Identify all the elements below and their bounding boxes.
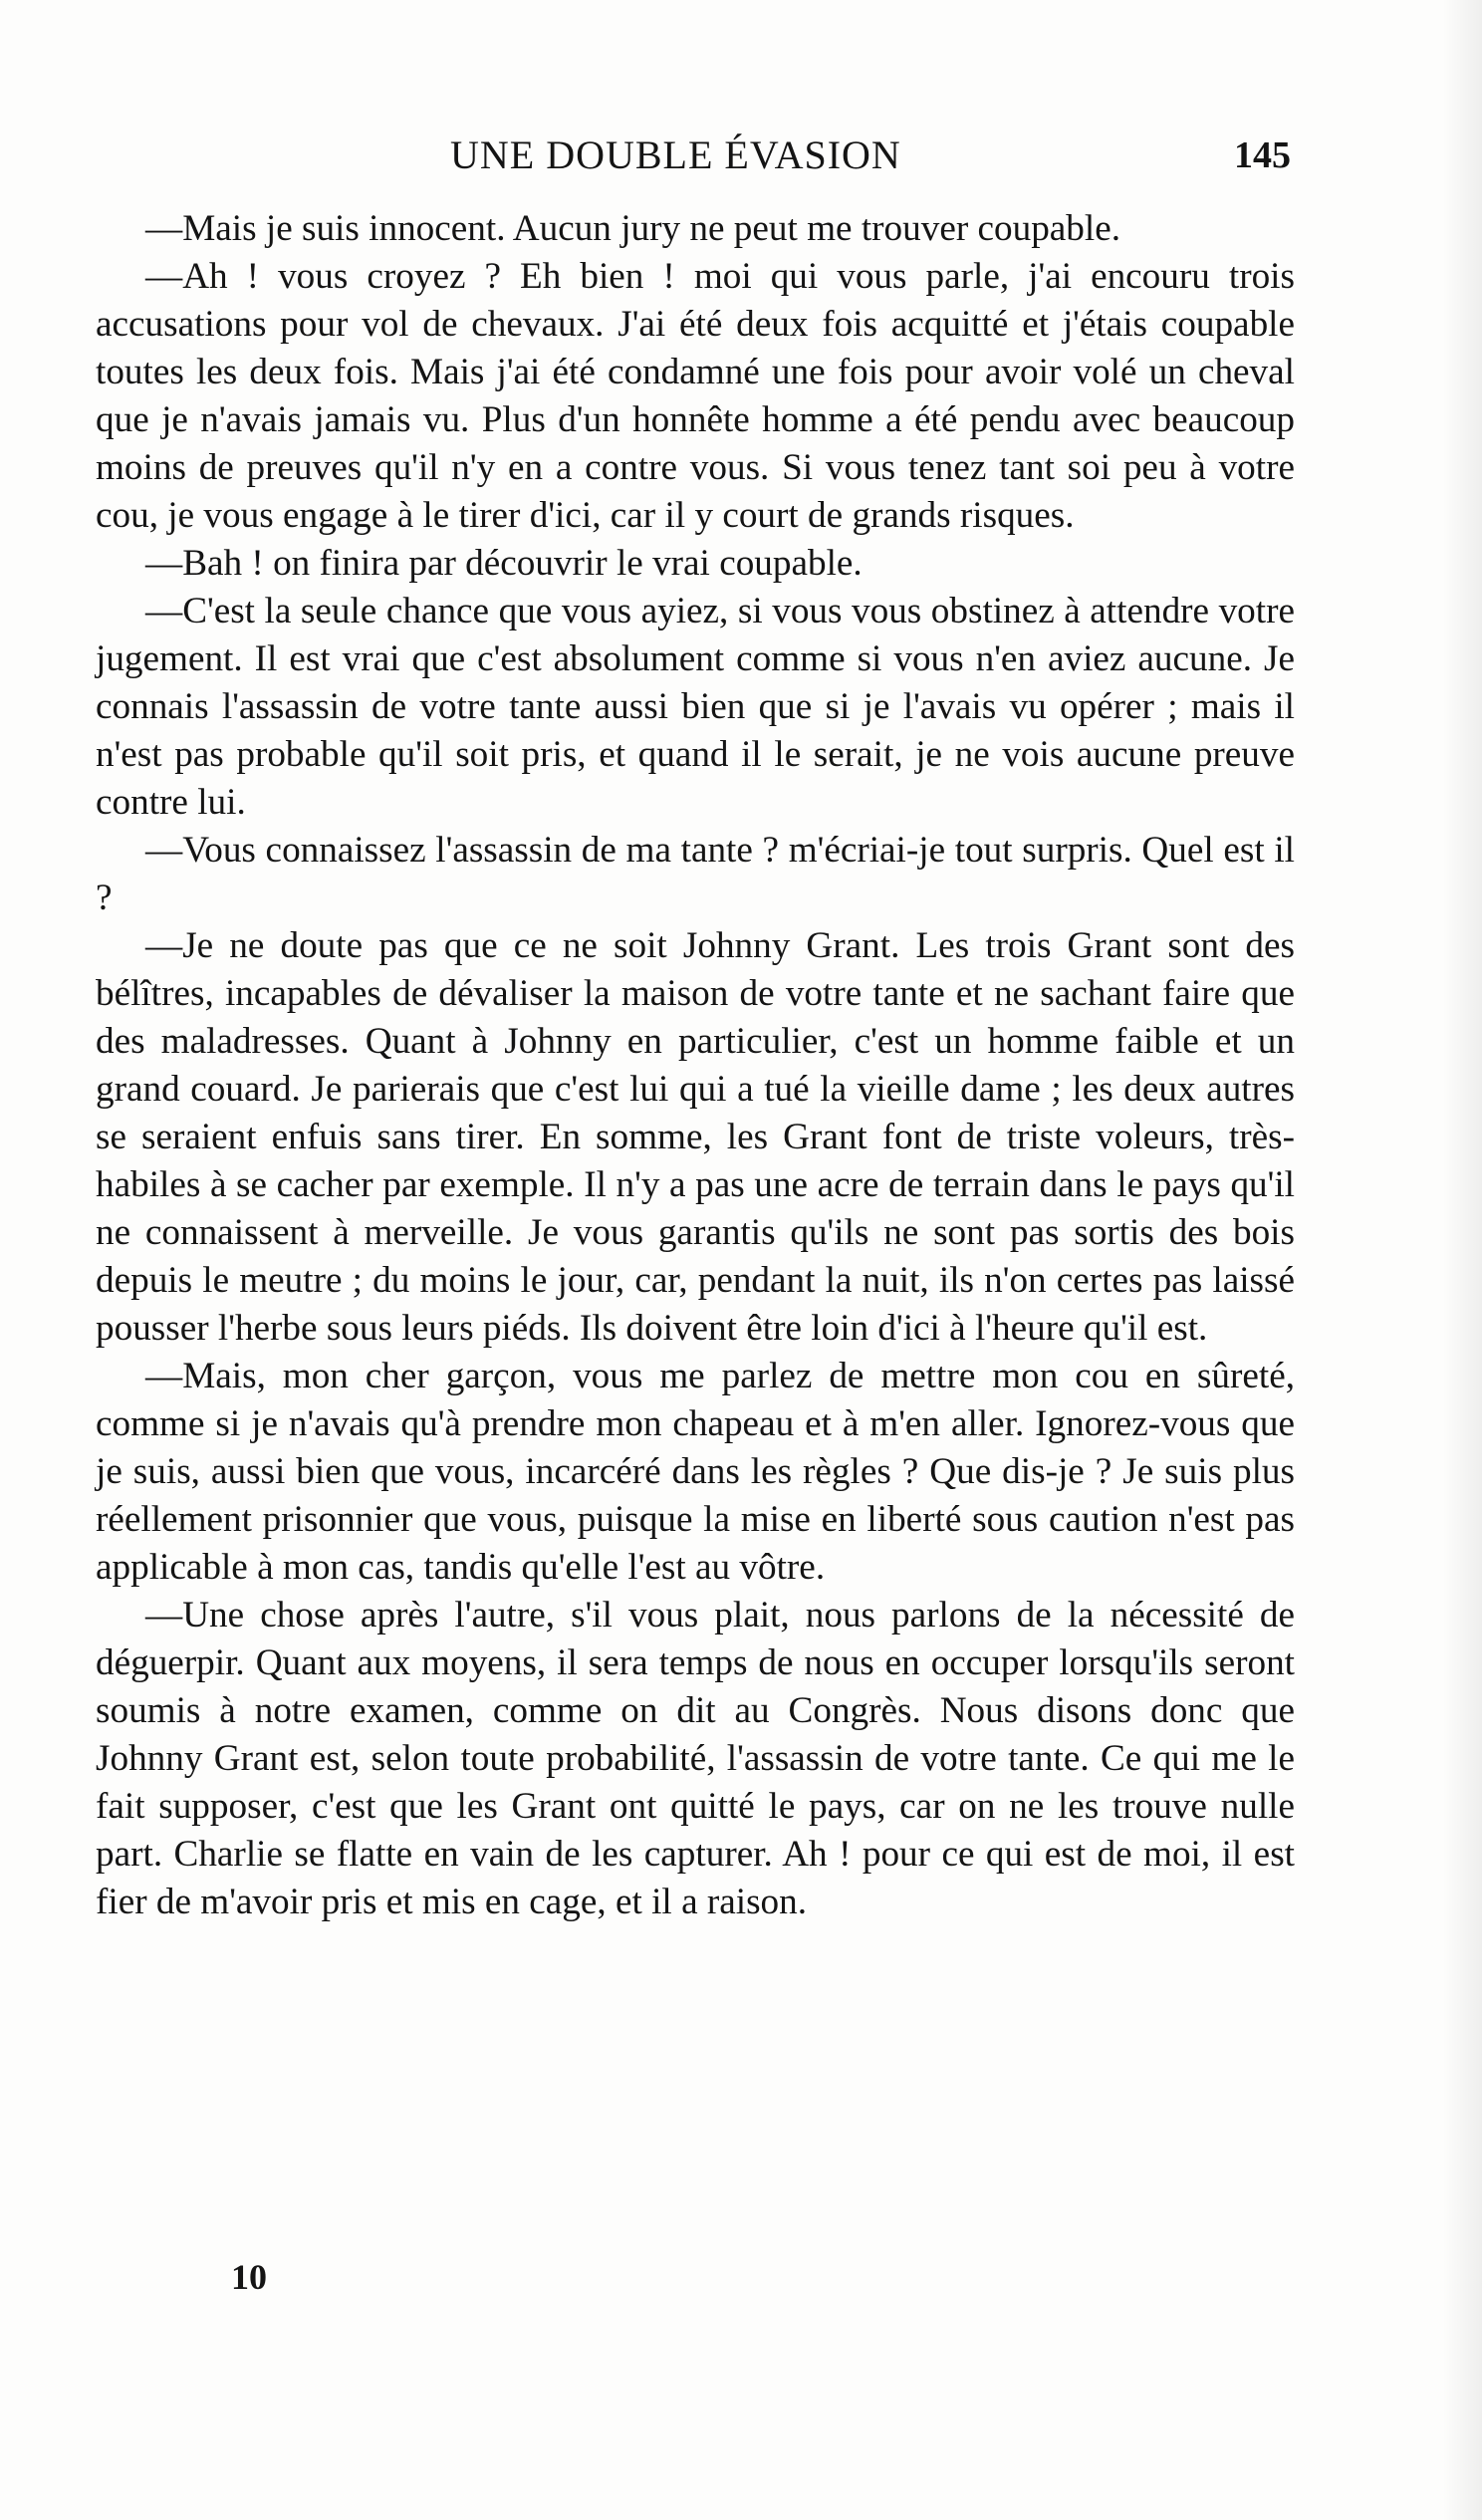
- page-edge-shadow: [1442, 0, 1482, 2520]
- paragraph: —Ah ! vous croyez ? Eh bien ! moi qui vous parle, j'ai encouru trois accusations pour vol de chevaux. J'ai été deux fois acquitté et j'étais coupable toutes les deux fois. Mais j'ai été condamné une fois pour avoir volé un cheval que je n'avais jamais vu. Plus d'un honnête homme a été pendu avec beaucoup moins de preuves qu'il n'y en a contre vous. Si vous tenez tant soi peu à votre cou, je vous engage à le tirer d'ici, car il y court de grands risques.: [96, 256, 1295, 536]
- paragraph: —Mais je suis innocent. Aucun jury ne peut me trouver coupable.: [145, 208, 1121, 249]
- text-body: [96, 205, 1295, 1926]
- page-number: 145: [1234, 134, 1291, 176]
- paragraph: —Je ne doute pas que ce ne soit Johnny Grant. Les trois Grant sont des bélîtres, incapables de dévaliser la maison de votre tante et ne sachant faire que des maladresses. Quant à Johnny en particulier, c'est un homme faible et un grand couard. Je parierais que c'est lui qui a tué la vieille dame ; les deux autres se seraient enfuis sans tirer. En somme, les Grant font de triste voleurs, très-habiles à se cacher par exemple. Il n'y a pas une acre de terrain dans le pays qu'il ne connaissent à merveille. Je vous garantis qu'ils ne sont pas sortis des bois depuis le meutre ; du moins le jour, car, pendant la nuit, ils n'on certes pas laissé pousser l'herbe sous leurs piéds. Ils doivent être loin d'ici à l'heure qu'il est.: [96, 925, 1295, 1349]
- paragraph: —Bah ! on finira par découvrir le vrai coupable.: [145, 543, 863, 584]
- paragraph: —C'est la seule chance que vous ayiez, si vous vous obstinez à attendre votre jugement. Il est vrai que c'est absolument comme si vous n'en aviez aucune. Je connais l'assassin de votre tante aussi bien que si je l'avais vu opérer ; mais il n'est pas probable qu'il soit pris, et quand il le serait, je ne vois aucune preuve contre lui.: [96, 591, 1295, 823]
- paragraph: —Vous connaissez l'assassin de ma tante ? m'écriai-je tout surpris. Quel est il ?: [96, 830, 1295, 918]
- signature-mark: 10: [231, 2257, 267, 2297]
- running-title: UNE DOUBLE ÉVASION: [450, 132, 901, 177]
- page-header: [96, 127, 1291, 187]
- paragraph: —Une chose après l'autre, s'il vous plait, nous parlons de la nécessité de déguerpir. Quant aux moyens, il sera temps de nous en occuper lorsqu'ils seront soumis à notre examen, comme on dit au Congrès. Nous disons donc que Johnny Grant est, selon toute probabilité, l'assassin de votre tante. Ce qui me le fait supposer, c'est que les Grant ont quitté le pays, car on ne les trouve nulle part. Charlie se flatte en vain de les capturer. Ah ! pour ce qui est de moi, il est fier de m'avoir pris et mis en cage, et il a raison.: [96, 1595, 1295, 1922]
- paragraph: —Mais, mon cher garçon, vous me parlez de mettre mon cou en sûreté, comme si je n'avais qu'à prendre mon chapeau et à m'en aller. Ignorez-vous que je suis, aussi bien que vous, incarcéré dans les règles ? Que dis-je ? Je suis plus réellement prisonnier que vous, puisque la mise en liberté sous caution n'est pas applicable à mon cas, tandis qu'elle l'est au vôtre.: [96, 1356, 1295, 1588]
